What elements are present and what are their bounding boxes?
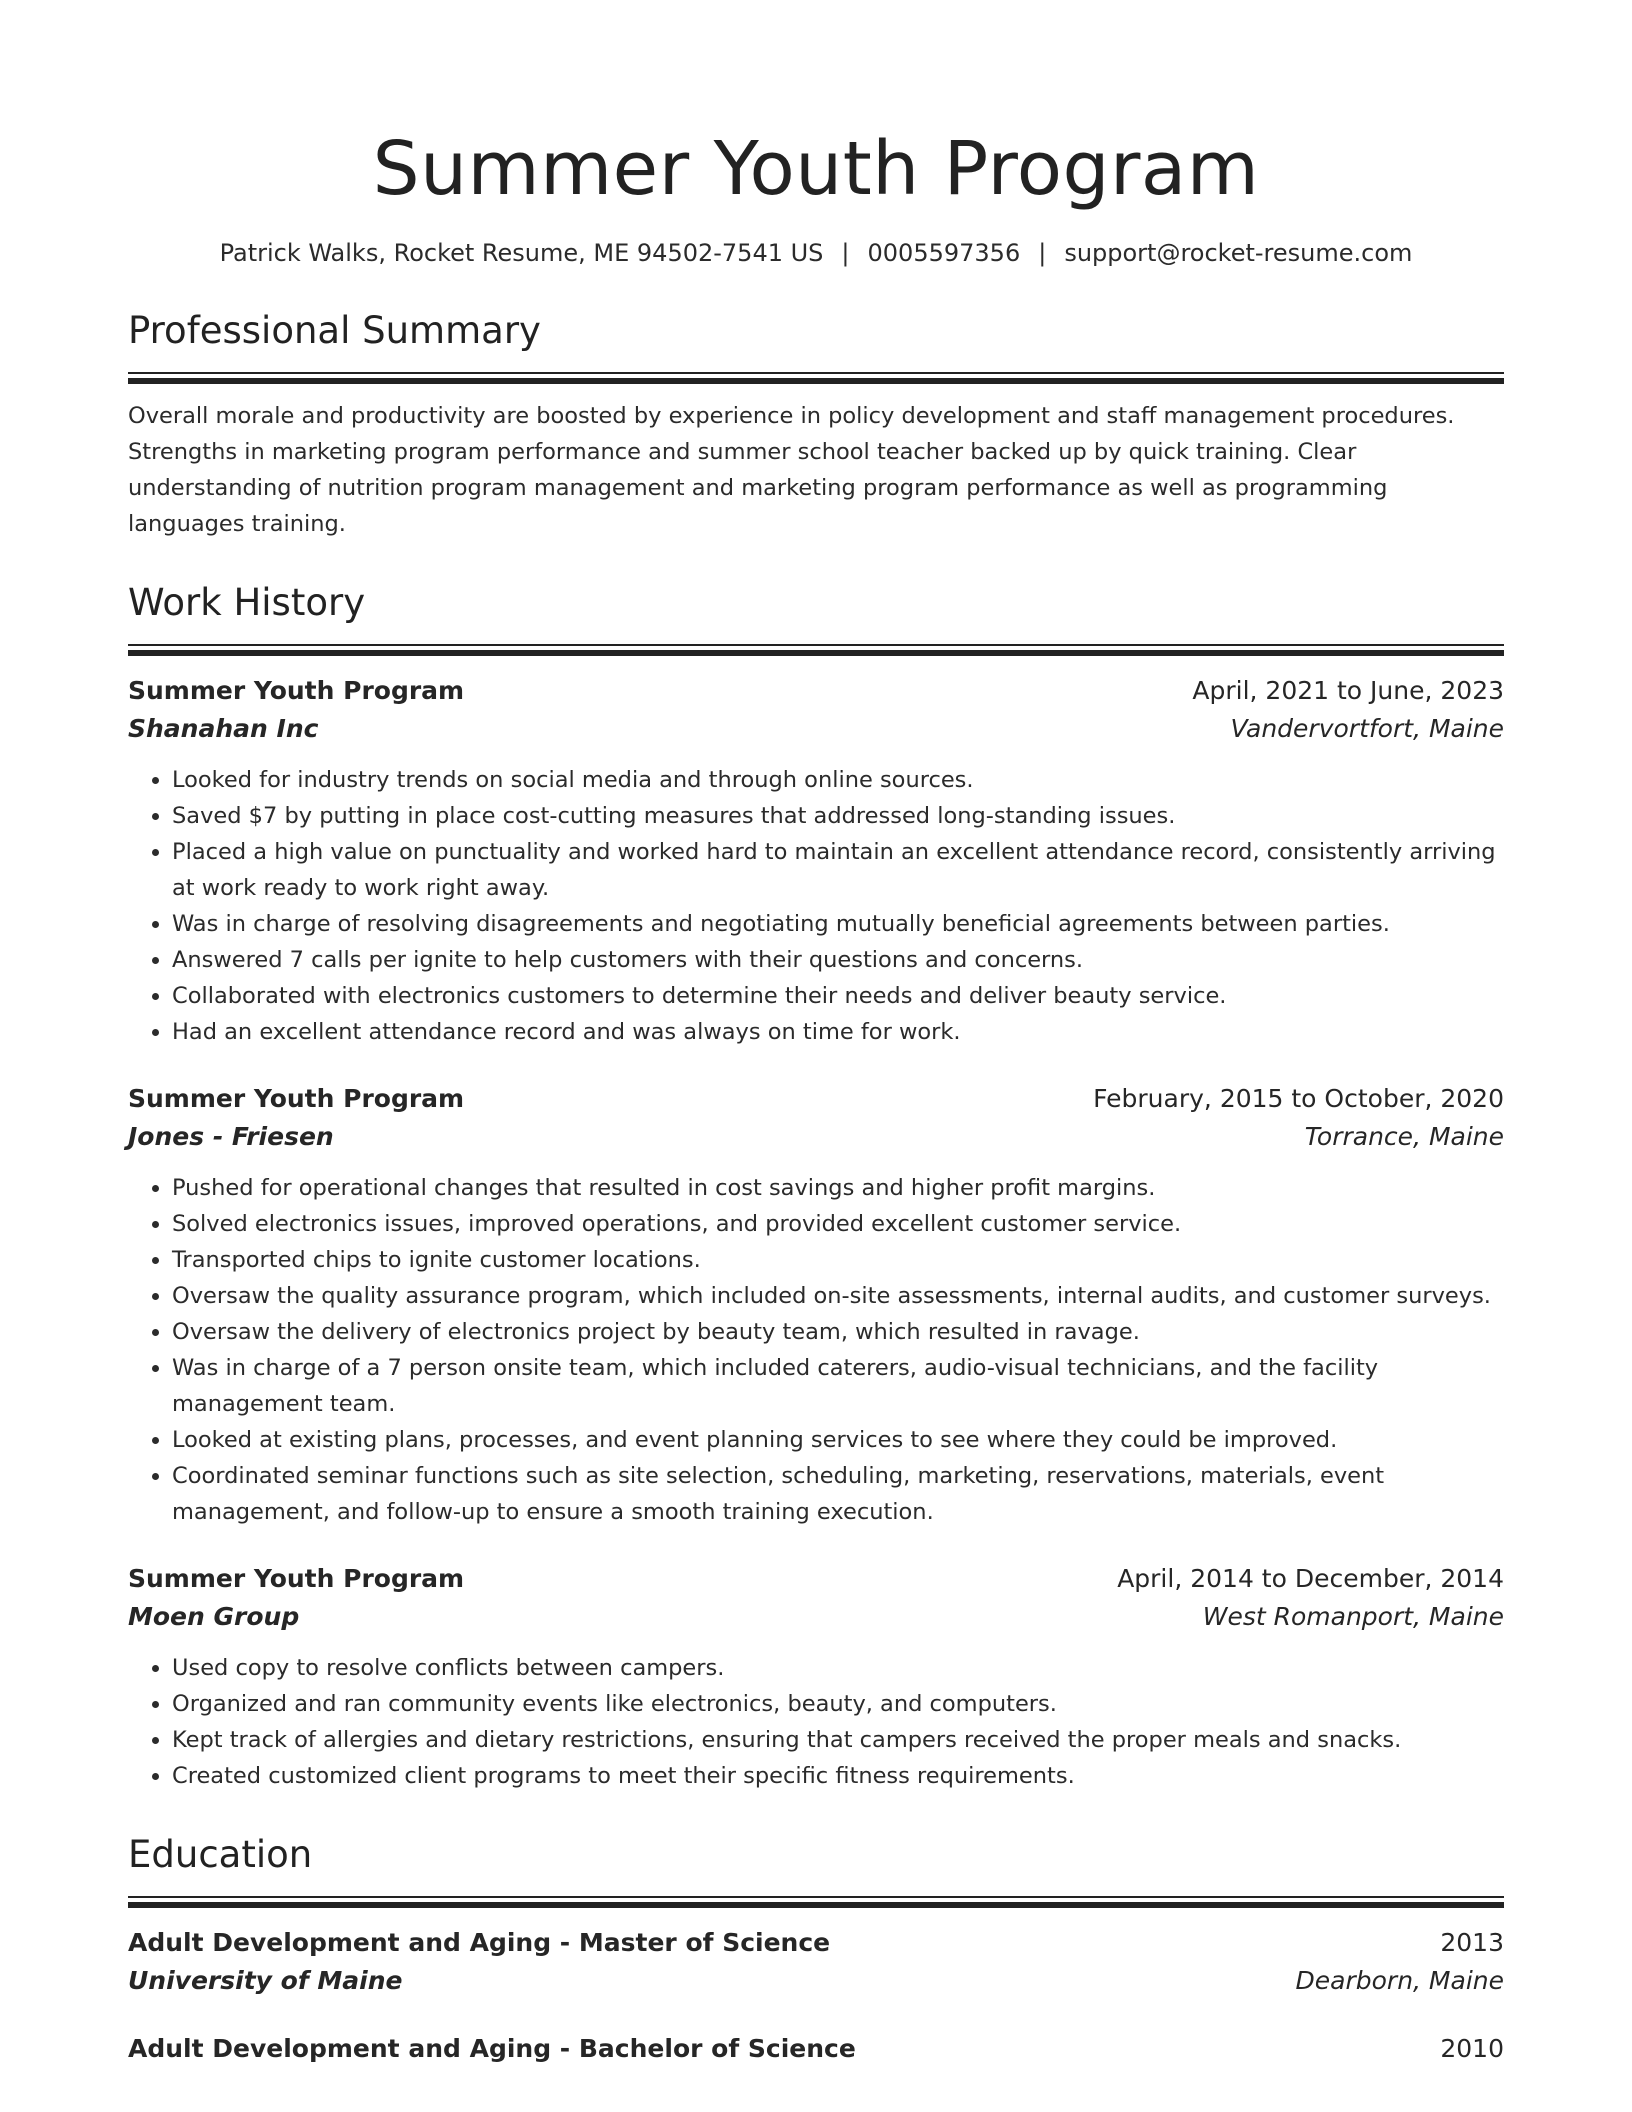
job-dates: February, 2015 to October, 2020 <box>1093 1084 1504 1113</box>
job-location: West Romanport, Maine <box>1202 1602 1504 1631</box>
contact-separator: | <box>1038 239 1047 267</box>
job-bullet: • Kept track of allergies and dietary restrictions, ensuring that campers received the proper meals and snacks. <box>172 1722 1504 1758</box>
education-school: University of Maine <box>128 1966 403 1995</box>
job-bullet: • Used copy to resolve conflicts between campers. <box>172 1650 1504 1686</box>
job-bullet: • Answered 7 calls per ignite to help customers with their questions and concerns. <box>172 942 1504 978</box>
section-divider <box>128 372 1504 384</box>
job-bullet: • Was in charge of resolving disagreements and negotiating mutually beneficial agreements between parties. <box>172 906 1504 942</box>
job-entry <box>128 1080 1504 1530</box>
contact-phone: 0005597356 <box>867 239 1021 267</box>
section-divider <box>128 644 1504 656</box>
work-history-section <box>128 580 1504 1794</box>
job-bullet: • Placed a high value on punctuality and worked hard to maintain an excellent attendance record, consistently arriving at work ready to work right away. <box>172 834 1504 906</box>
job-bullet: • Created customized client programs to meet their specific fitness requirements. <box>172 1758 1504 1794</box>
section-title-education: Education <box>128 1833 313 1876</box>
job-bullet: • Looked at existing plans, processes, and event planning services to see where they could be improved. <box>172 1422 1504 1458</box>
job-bullet: • Was in charge of a 7 person onsite team, which included caterers, audio-visual technicians, and the facility management team. <box>172 1350 1504 1422</box>
section-title-summary: Professional Summary <box>128 309 541 352</box>
job-dates: April, 2014 to December, 2014 <box>1117 1564 1504 1593</box>
education-entry <box>128 1924 1504 2000</box>
section-title-work-history: Work History <box>128 581 366 624</box>
job-title: Summer Youth Program <box>128 676 465 705</box>
job-bullets <box>128 1650 1504 1794</box>
job-bullet: • Coordinated seminar functions such as site selection, scheduling, marketing, reservations, materials, event management, and follow-up to ensure a smooth training execution. <box>172 1458 1504 1530</box>
job-entry <box>128 672 1504 1050</box>
contact-address: Patrick Walks, Rocket Resume, ME 94502-7541 US <box>219 239 824 267</box>
job-location: Torrance, Maine <box>1304 1122 1504 1151</box>
job-employer: Jones - Friesen <box>128 1122 334 1151</box>
education-year: 2010 <box>1440 2034 1504 2063</box>
education-section <box>128 1832 1504 2068</box>
job-bullet: • Pushed for operational changes that resulted in cost savings and higher profit margins. <box>172 1170 1504 1206</box>
job-bullet: • Oversaw the quality assurance program, which included on-site assessments, internal audits, and customer surveys. <box>172 1278 1504 1314</box>
job-bullet: • Oversaw the delivery of electronics project by beauty team, which resulted in ravage. <box>172 1314 1504 1350</box>
job-employer: Moen Group <box>128 1602 300 1631</box>
job-bullet: • Had an excellent attendance record and was always on time for work. <box>172 1014 1504 1050</box>
resume-name: Summer Youth Program <box>372 126 1260 212</box>
section-divider <box>128 1896 1504 1908</box>
job-bullet: • Organized and ran community events like electronics, beauty, and computers. <box>172 1686 1504 1722</box>
summary-section <box>128 308 1504 542</box>
job-title: Summer Youth Program <box>128 1084 465 1113</box>
job-dates: April, 2021 to June, 2023 <box>1192 676 1504 705</box>
job-bullet: • Saved $7 by putting in place cost-cutting measures that addressed long-standing issues. <box>172 798 1504 834</box>
summary-text: Overall morale and productivity are boosted by experience in policy development and staff management procedures. Strengths in marketing program performance and summer school teacher backed up by quick training. Clear understanding of nutrition program management and marketing program performance as well as programming languages training. <box>128 403 1455 537</box>
job-bullet: • Collaborated with electronics customers to determine their needs and deliver beauty service. <box>172 978 1504 1014</box>
education-location: Dearborn, Maine <box>1295 1966 1504 1995</box>
job-employer: Shanahan Inc <box>128 714 319 743</box>
job-bullet: • Solved electronics issues, improved operations, and provided excellent customer service. <box>172 1206 1504 1242</box>
contact-email[interactable]: support@rocket-resume.com <box>1064 239 1413 267</box>
education-degree: Adult Development and Aging - Bachelor of Science <box>128 2034 856 2063</box>
job-entry <box>128 1560 1504 1794</box>
job-title: Summer Youth Program <box>128 1564 465 1593</box>
education-year: 2013 <box>1440 1928 1504 1957</box>
education-entry <box>128 2030 1504 2068</box>
job-bullet: • Looked for industry trends on social media and through online sources. <box>172 762 1504 798</box>
contact-separator: | <box>841 239 850 267</box>
job-bullet: • Transported chips to ignite customer locations. <box>172 1242 1504 1278</box>
education-degree: Adult Development and Aging - Master of Science <box>128 1928 831 1957</box>
job-bullets <box>128 762 1504 1050</box>
job-location: Vandervortfort, Maine <box>1230 714 1504 743</box>
job-bullets <box>128 1170 1504 1530</box>
contact-line <box>128 236 1504 270</box>
